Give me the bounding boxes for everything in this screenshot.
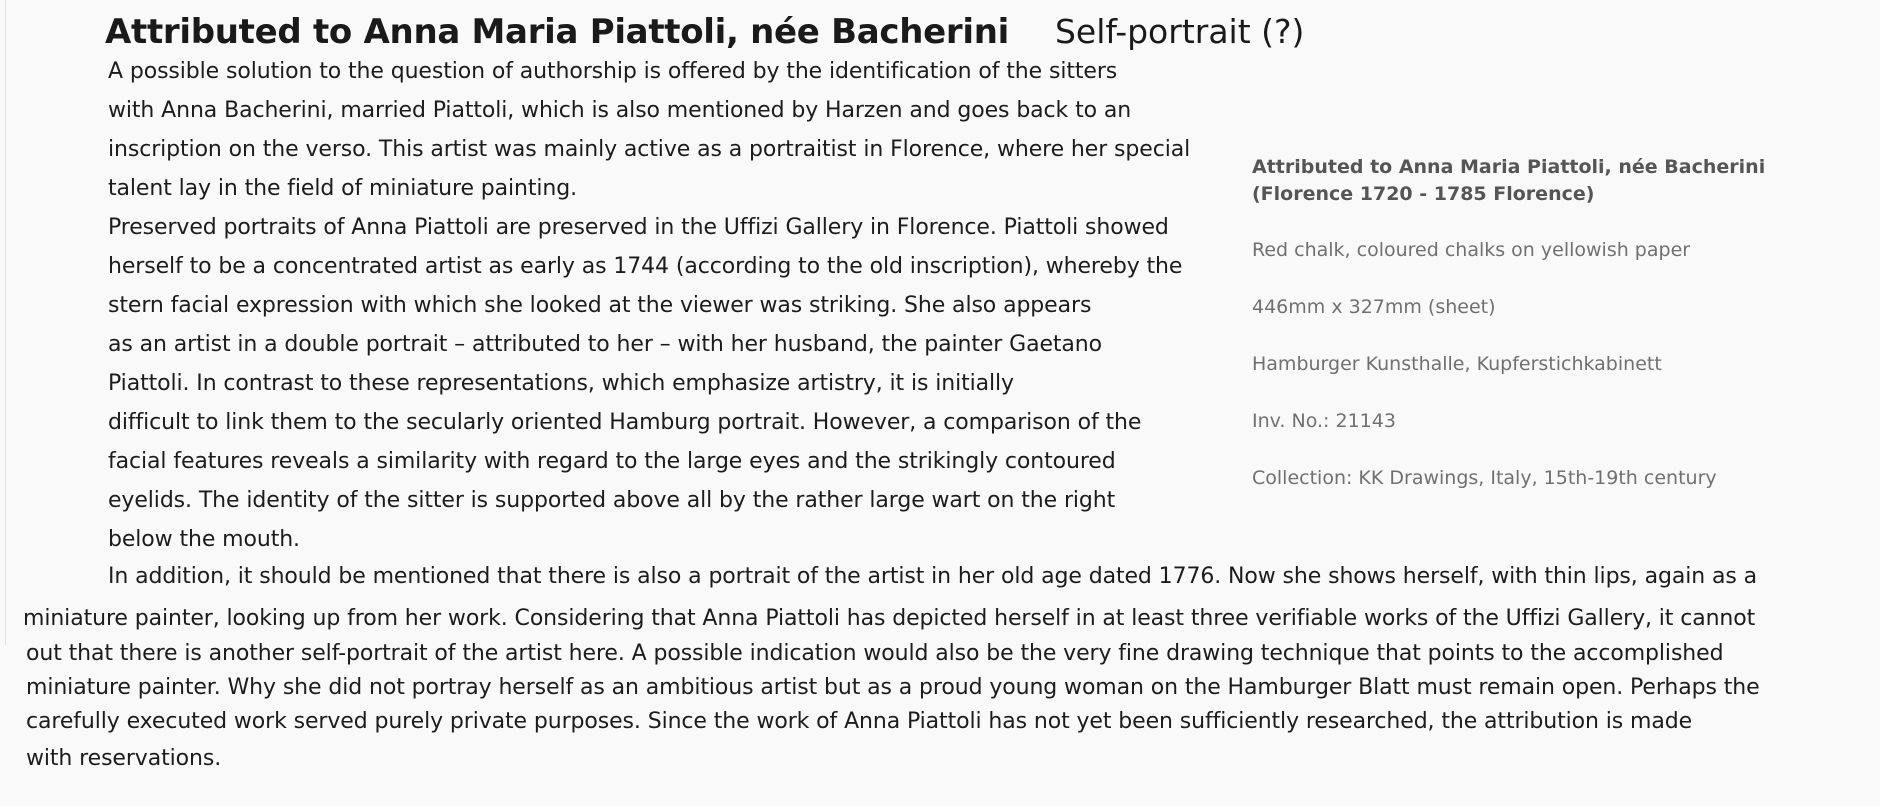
- essay-line: out that there is another self-portrait of the artist here. A possible indication would also be the very fine drawing technique that points to the accomplished: [26, 641, 1724, 666]
- essay-line: with reservations.: [26, 746, 222, 771]
- essay-line: Piattoli. In contrast to these representations, which emphasize artistry, it is initially: [108, 371, 1014, 396]
- essay-line: Preserved portraits of Anna Piattoli are preserved in the Uffizi Gallery in Florence. Piattoli showed: [108, 215, 1169, 240]
- artwork-details: [1252, 154, 1852, 492]
- essay-line: In addition, it should be mentioned that there is also a portrait of the artist in her old age dated 1776. Now she shows herself, with thin lips, again as a: [108, 564, 1757, 589]
- essay-line: eyelids. The identity of the sitter is supported above all by the rather large wart on the right: [108, 488, 1116, 513]
- details-inventory-number: Inv. No.: 21143: [1252, 410, 1396, 432]
- essay-line: herself to be a concentrated artist as early as 1744 (according to the old inscription), whereby the: [108, 254, 1183, 279]
- essay-line: difficult to link them to the secularly oriented Hamburg portrait. However, a comparison of the: [108, 410, 1142, 435]
- details-dimensions: 446mm x 327mm (sheet): [1252, 296, 1496, 318]
- details-owner: Hamburger Kunsthalle, Kupferstichkabinett: [1252, 353, 1662, 375]
- essay-line: talent lay in the field of miniature painting.: [108, 176, 578, 201]
- essay-line: inscription on the verso. This artist was mainly active as a portraitist in Florence, where her special: [108, 137, 1191, 162]
- details-artist-name: Attributed to Anna Maria Piattoli, née Bacherini: [1252, 156, 1766, 178]
- essay-line: below the mouth.: [108, 527, 300, 552]
- essay-line: stern facial expression with which she looked at the viewer was striking. She also appears: [108, 293, 1092, 318]
- essay-line: as an artist in a double portrait – attributed to her – with her husband, the painter Gaetano: [108, 332, 1102, 357]
- essay-line: facial features reveals a similarity with regard to the large eyes and the strikingly contoured: [108, 449, 1116, 474]
- essay-line: miniature painter. Why she did not portray herself as an ambitious artist but as a proud young woman on the Hamburger Blatt must remain open. Perhaps the: [26, 675, 1760, 700]
- essay-line: carefully executed work served purely private purposes. Since the work of Anna Piattoli has not yet been sufficiently researched, the attribution is made: [26, 709, 1693, 734]
- details-medium: Red chalk, coloured chalks on yellowish paper: [1252, 239, 1691, 261]
- essay-line: with Anna Bacherini, married Piattoli, which is also mentioned by Harzen and goes back to an: [108, 98, 1132, 123]
- details-collection: Collection: KK Drawings, Italy, 15th-19th century: [1252, 467, 1717, 489]
- details-artist-dates: (Florence 1720 - 1785 Florence): [1252, 183, 1595, 205]
- essay-line: miniature painter, looking up from her work. Considering that Anna Piattoli has depicted herself in at least three verifiable works of the Uffizi Gallery, it cannot: [23, 606, 1756, 631]
- artist-name-heading: Attributed to Anna Maria Piattoli, née Bacherini: [105, 12, 1009, 52]
- essay-line: A possible solution to the question of authorship is offered by the identification of the sitters: [108, 59, 1118, 84]
- work-title-heading: Self-portrait (?): [1054, 12, 1305, 51]
- left-edge-divider: [5, 0, 6, 645]
